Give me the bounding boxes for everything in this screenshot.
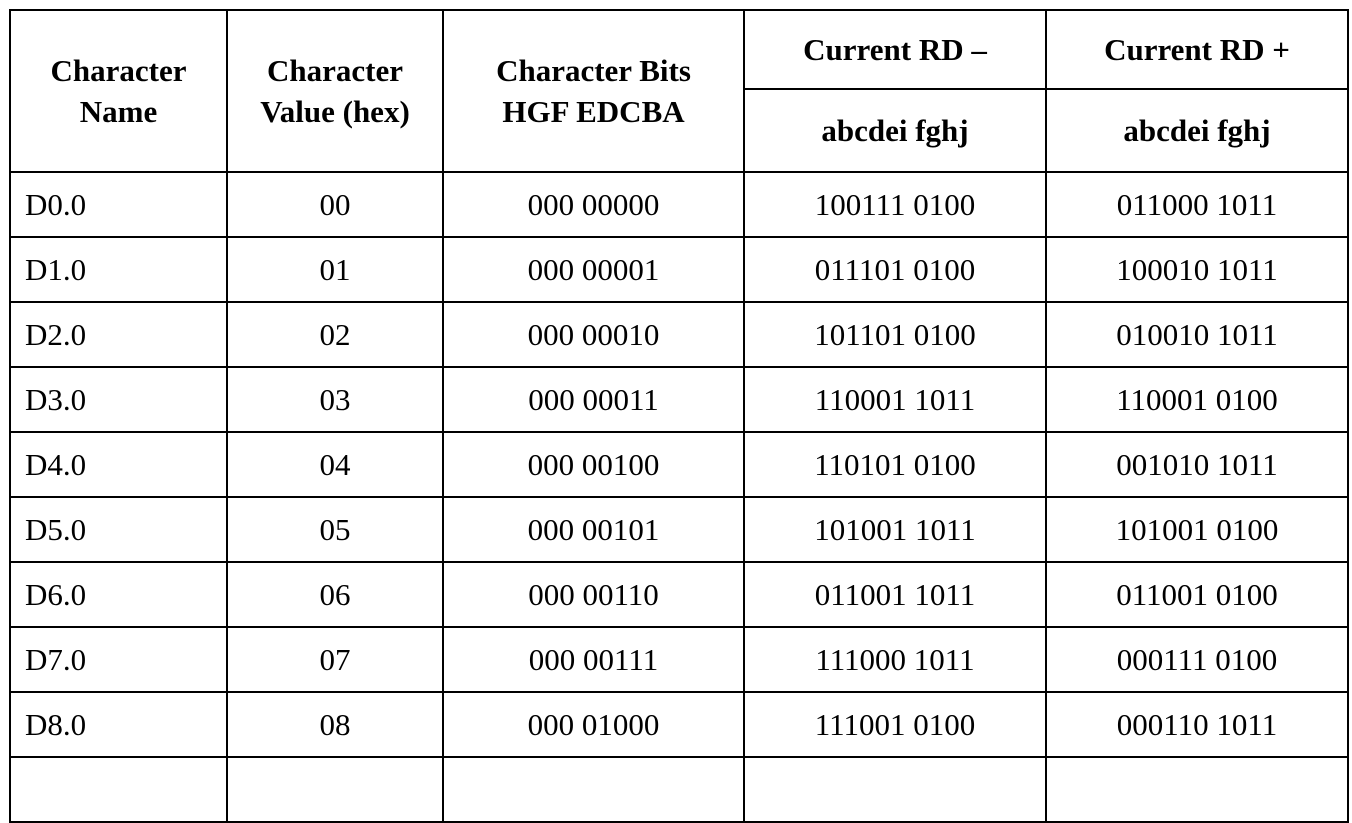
header-character-name: Character Name: [10, 10, 227, 172]
cell-character-name: D1.0: [10, 237, 227, 302]
cell-character-value: [227, 757, 443, 822]
cell-character-bits: 000 00111: [443, 627, 744, 692]
cell-rd-plus: 011000 1011: [1046, 172, 1348, 237]
cell-rd-minus: 011101 0100: [744, 237, 1046, 302]
cell-rd-minus: 101001 1011: [744, 497, 1046, 562]
cell-character-value: 04: [227, 432, 443, 497]
cell-character-value: 06: [227, 562, 443, 627]
table-row: [10, 692, 1348, 757]
table-row: [10, 627, 1348, 692]
cell-character-value: 03: [227, 367, 443, 432]
cell-character-name: D0.0: [10, 172, 227, 237]
cell-character-value: 08: [227, 692, 443, 757]
header-character-bits-line2: HGF EDCBA: [502, 94, 685, 129]
cell-character-name: D2.0: [10, 302, 227, 367]
table-row: [10, 367, 1348, 432]
header-current-rd-plus: Current RD +: [1046, 10, 1348, 89]
cell-character-bits: 000 01000: [443, 692, 744, 757]
subheader-rd-plus-bits: abcdei fghj: [1046, 89, 1348, 172]
cell-rd-plus: 101001 0100: [1046, 497, 1348, 562]
table-body: [10, 172, 1348, 822]
table-row: [10, 302, 1348, 367]
cell-rd-minus: [744, 757, 1046, 822]
cell-character-name: [10, 757, 227, 822]
table-row: [10, 432, 1348, 497]
encoding-table: [9, 9, 1349, 823]
cell-rd-plus: 001010 1011: [1046, 432, 1348, 497]
cell-rd-plus: 110001 0100: [1046, 367, 1348, 432]
cell-rd-minus: 100111 0100: [744, 172, 1046, 237]
cell-character-bits: 000 00010: [443, 302, 744, 367]
cell-character-name: D4.0: [10, 432, 227, 497]
cell-rd-plus: 000111 0100: [1046, 627, 1348, 692]
encoding-table-container: [9, 9, 1349, 823]
cell-character-value: 02: [227, 302, 443, 367]
cell-rd-plus: 100010 1011: [1046, 237, 1348, 302]
cell-character-value: 05: [227, 497, 443, 562]
cell-rd-minus: 111000 1011: [744, 627, 1046, 692]
cell-character-value: 01: [227, 237, 443, 302]
cell-rd-minus: 110101 0100: [744, 432, 1046, 497]
table-row: [10, 497, 1348, 562]
cell-character-name: D7.0: [10, 627, 227, 692]
header-character-bits-line1: Character Bits: [496, 53, 691, 88]
cell-character-name: D8.0: [10, 692, 227, 757]
table-row: [10, 562, 1348, 627]
cell-character-bits: 000 00100: [443, 432, 744, 497]
cell-rd-plus: 011001 0100: [1046, 562, 1348, 627]
table-header: [10, 10, 1348, 172]
cell-rd-minus: 111001 0100: [744, 692, 1046, 757]
cell-rd-plus: 000110 1011: [1046, 692, 1348, 757]
cell-character-bits: [443, 757, 744, 822]
table-row: [10, 237, 1348, 302]
cell-rd-plus: 010010 1011: [1046, 302, 1348, 367]
header-current-rd-minus: Current RD –: [744, 10, 1046, 89]
header-character-value: Character Value (hex): [227, 10, 443, 172]
cell-rd-minus: 101101 0100: [744, 302, 1046, 367]
cell-character-value: 00: [227, 172, 443, 237]
cell-character-value: 07: [227, 627, 443, 692]
cell-character-bits: 000 00110: [443, 562, 744, 627]
cell-character-name: D6.0: [10, 562, 227, 627]
header-character-bits: [443, 10, 744, 172]
cell-character-bits: 000 00001: [443, 237, 744, 302]
cell-character-name: D5.0: [10, 497, 227, 562]
cell-character-bits: 000 00011: [443, 367, 744, 432]
cell-rd-plus: [1046, 757, 1348, 822]
cell-character-bits: 000 00000: [443, 172, 744, 237]
subheader-rd-minus-bits: abcdei fghj: [744, 89, 1046, 172]
table-row: [10, 172, 1348, 237]
cell-character-name: D3.0: [10, 367, 227, 432]
cell-rd-minus: 011001 1011: [744, 562, 1046, 627]
cell-character-bits: 000 00101: [443, 497, 744, 562]
table-row-partial: [10, 757, 1348, 822]
cell-rd-minus: 110001 1011: [744, 367, 1046, 432]
